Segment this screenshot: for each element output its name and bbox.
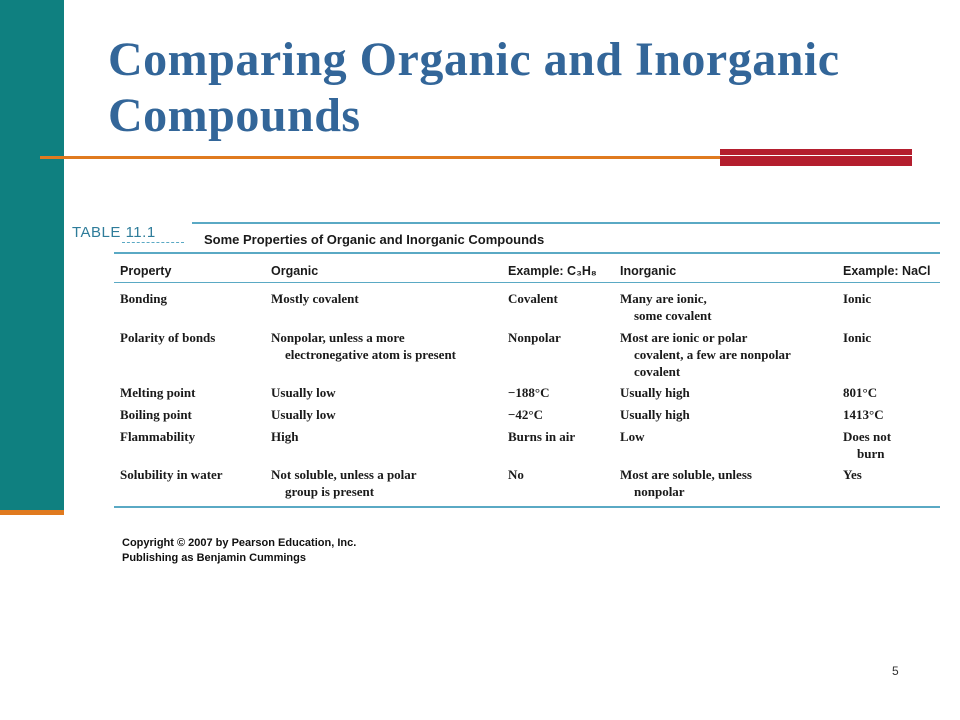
table-label-rule [122,242,184,243]
cell-organic: Usually low [271,385,336,400]
cell-example-organic: Covalent [508,291,558,306]
cell-property: Melting point [120,385,196,400]
table-bottom-rule [114,506,940,508]
cell-example-inorganic: 1413°C [843,407,884,422]
table-header-bottom-rule [114,282,940,283]
header-example-organic: Example: C₃H₈ [508,264,597,278]
sidebar-accent-bar [0,0,64,512]
cell-inorganic: Most are soluble, unless nonpolar [620,467,752,499]
copyright-line-1: Copyright © 2007 by Pearson Education, Inc. [122,537,357,549]
title-underline [40,156,720,159]
cell-property: Bonding [120,291,167,306]
cell-example-organic: −42°C [508,407,543,422]
copyright-notice [122,536,356,566]
cell-example-organic: Burns in air [508,429,576,444]
page-number: 5 [892,664,899,678]
cell-example-inorganic: Yes [843,467,862,482]
table-header-rule [114,252,940,254]
cell-example-organic: Nonpolar [508,330,561,345]
cell-inorganic: Many are ionic, some covalent [620,291,712,323]
header-property: Property [120,264,172,278]
cell-inorganic: Usually high [620,385,690,400]
cell-example-inorganic: Ionic [843,291,872,306]
header-inorganic: Inorganic [620,264,677,278]
cell-inorganic: Usually high [620,407,690,422]
copyright-line-2: Publishing as Benjamin Cummings [122,552,306,564]
cell-example-inorganic: Does not burn [843,429,892,461]
cell-organic: Not soluble, unless a polar group is present [271,467,417,499]
header-example-inorganic: Example: NaCl [843,264,931,278]
cell-organic: High [271,429,299,444]
header-organic: Organic [271,264,319,278]
slide-title: Comparing Organic and Inorganic Compounds [108,33,840,142]
table-top-rule [192,222,940,224]
table-caption: Some Properties of Organic and Inorganic Compounds [204,232,545,247]
cell-inorganic: Most are ionic or polar covalent, a few are nonpolar covalent [620,330,791,379]
title-accent-block [720,149,912,166]
cell-property: Boiling point [120,407,192,422]
cell-organic: Usually low [271,407,336,422]
cell-example-organic: No [508,467,524,482]
table-label: TABLE 11.1 [72,224,156,241]
cell-organic: Nonpolar, unless a more electronegative atom is present [271,330,456,362]
cell-example-inorganic: 801°C [843,385,878,400]
cell-example-organic: −188°C [508,385,550,400]
cell-example-inorganic: Ionic [843,330,872,345]
cell-inorganic: Low [620,429,645,444]
cell-property: Solubility in water [120,467,223,482]
sidebar-accent-foot [0,510,64,515]
cell-organic: Mostly covalent [271,291,359,306]
cell-property: Polarity of bonds [120,330,216,345]
cell-property: Flammability [120,429,196,444]
